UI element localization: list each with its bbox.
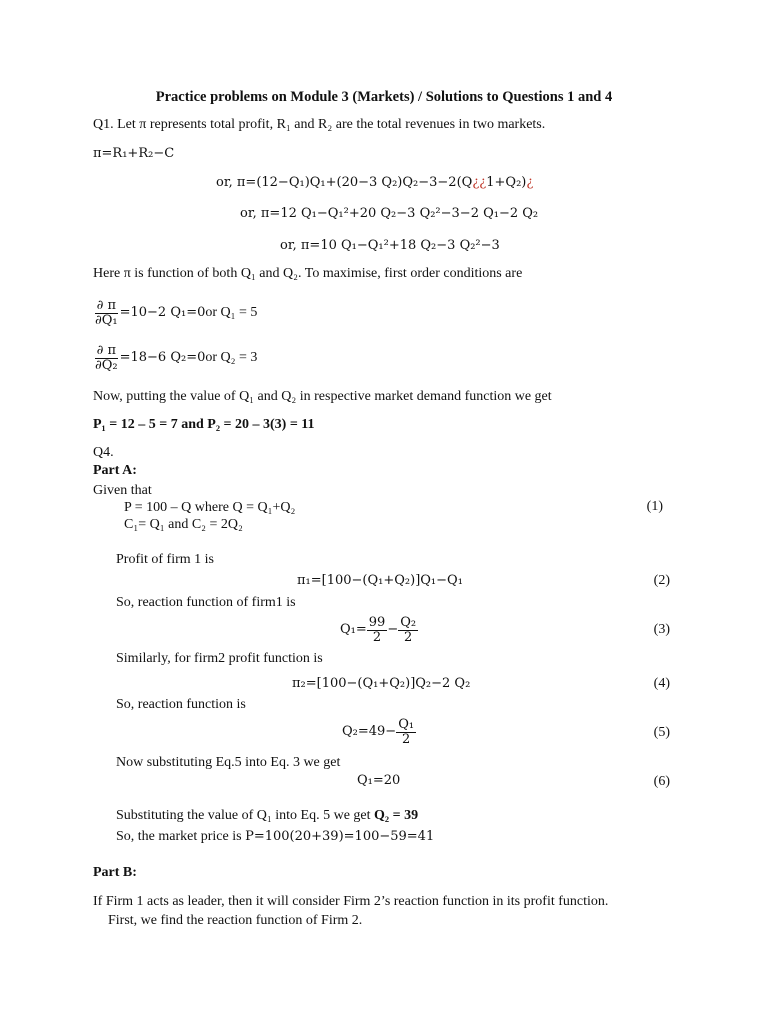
- q4-eq2-number: (2): [653, 573, 670, 588]
- q1-now-text: Now, putting the value of Q₁ and Q₂ in respective market demand function we get: [93, 389, 552, 404]
- q4-react2-lhs: Q₂=49−: [342, 724, 397, 739]
- q4-react2-fraction: [396, 718, 416, 747]
- q4-react1-text: So, reaction function of firm1 is: [116, 595, 296, 610]
- q4-q2-line: [116, 807, 418, 825]
- q4-profit1-text: Profit of firm 1 is: [116, 552, 214, 567]
- q1-profit-equation: π=R₁+R₂−C: [93, 146, 175, 161]
- q1-equation-3: or, π=10 Q₁−Q₁²+18 Q₂−3 Q₂²−3: [280, 238, 500, 253]
- q4-profit1-equation: π₁=[100−(Q₁+Q₂)]Q₁−Q₁: [297, 573, 463, 588]
- q4-react1-den-1: 2: [372, 629, 382, 645]
- q4-eq1-number: (1): [646, 499, 663, 514]
- q4-react1-num-1: 99: [368, 614, 386, 630]
- q1-d2-denominator: ∂Q₂: [95, 357, 118, 373]
- q1-foc-text: Here π is function of both Q₁ and Q₂. To maximise, first order conditions are: [93, 266, 523, 281]
- q4-eq4-number: (4): [653, 676, 670, 691]
- q1-d1-denominator: ∂Q₁: [95, 312, 118, 328]
- q1-d1-rhs: =10−2 Q₁=0: [119, 305, 206, 320]
- q1-d1-numerator: ∂ π: [96, 297, 116, 313]
- q4-react1-num-2: Q₂: [400, 614, 417, 630]
- page-title: Practice problems on Module 3 (Markets) / Solutions to Questions 1 and 4: [155, 89, 613, 105]
- q1-eq1-red-glyph-1: ¿¿: [472, 175, 487, 190]
- q4-label: Q4.: [93, 445, 114, 460]
- q1-derivative-1: [93, 295, 257, 331]
- q4-react2-text: So, reaction function is: [116, 697, 246, 712]
- q4-price-text: So, the market price is: [116, 829, 246, 844]
- q4-react1-fraction-2: [398, 616, 418, 645]
- q1-d1-fraction: [93, 299, 120, 328]
- q4-q2-text: Substituting the value of Q₁ into Eq. 5 we get: [116, 808, 375, 823]
- q1-d2-rhs: =18−6 Q₂=0: [119, 350, 206, 365]
- q4-price-equation: P=100(20+39)=100−59=41: [245, 829, 435, 844]
- q4-q2-value: Q₂ = 39: [374, 808, 419, 823]
- q4-react2-equation: [342, 714, 416, 750]
- q4-part-b-line-1: If Firm 1 acts as leader, then it will consider Firm 2’s reaction function in its profit function.: [93, 894, 609, 909]
- q4-react2-denominator: 2: [402, 731, 411, 747]
- q1-eq1-mid: 1+Q₂): [486, 175, 527, 190]
- q1-prices: P₁ = 12 – 5 = 7 and P₂ = 20 – 3(3) = 11: [93, 417, 315, 432]
- q4-react2-numerator: Q₁: [398, 716, 415, 732]
- q4-eq5-number: (5): [653, 725, 670, 740]
- q1-d2-result: or Q₂ = 3: [205, 350, 258, 365]
- q4-given-text: Given that: [93, 483, 152, 498]
- q1-d2-fraction: [93, 344, 120, 373]
- q4-react1-minus: −: [387, 622, 399, 637]
- q4-react1-fraction-1: [367, 616, 388, 645]
- q1-equation-2: or, π=12 Q₁−Q₁²+20 Q₂−3 Q₂²−3−2 Q₁−2 Q₂: [240, 206, 539, 221]
- q4-demand-equation: P = 100 – Q where Q = Q₁+Q₂: [124, 500, 296, 515]
- q4-react1-den-2: 2: [404, 629, 413, 645]
- q1-intro: Q1. Let π represents total profit, R₁ and R₂ are the total revenues in two markets.: [93, 117, 546, 132]
- q4-eq6-number: (6): [653, 774, 670, 789]
- q4-cost-equation: C₁= Q₁ and C₂ = 2Q₂: [124, 517, 243, 532]
- q4-react1-equation: [340, 612, 418, 648]
- q4-part-b-line-2: First, we find the reaction function of Firm 2.: [108, 913, 363, 928]
- q4-eq3-number: (3): [653, 622, 670, 637]
- q4-subst-equation: Q₁=20: [357, 773, 401, 788]
- q1-equation-1: [216, 174, 533, 192]
- q4-profit2-text: Similarly, for firm2 profit function is: [116, 651, 323, 666]
- q4-react1-lhs: Q₁=: [340, 622, 367, 637]
- q4-price-line: [116, 828, 434, 846]
- q1-d2-numerator: ∂ π: [96, 342, 116, 358]
- q1-derivative-2: [93, 340, 257, 376]
- q1-eq1-prefix: or, π=(12−Q₁)Q₁+(20−3 Q₂)Q₂−3−2(Q: [216, 175, 473, 190]
- q4-subst-text: Now substituting Eq.5 into Eq. 3 we get: [116, 755, 341, 770]
- q4-profit2-equation: π₂=[100−(Q₁+Q₂)]Q₂−2 Q₂: [292, 676, 471, 691]
- q4-part-b-heading: Part B:: [93, 865, 137, 880]
- q1-d1-result: or Q₁ = 5: [205, 305, 258, 320]
- q1-eq1-red-glyph-2: ¿: [526, 175, 534, 190]
- q4-part-a-heading: Part A:: [93, 463, 137, 478]
